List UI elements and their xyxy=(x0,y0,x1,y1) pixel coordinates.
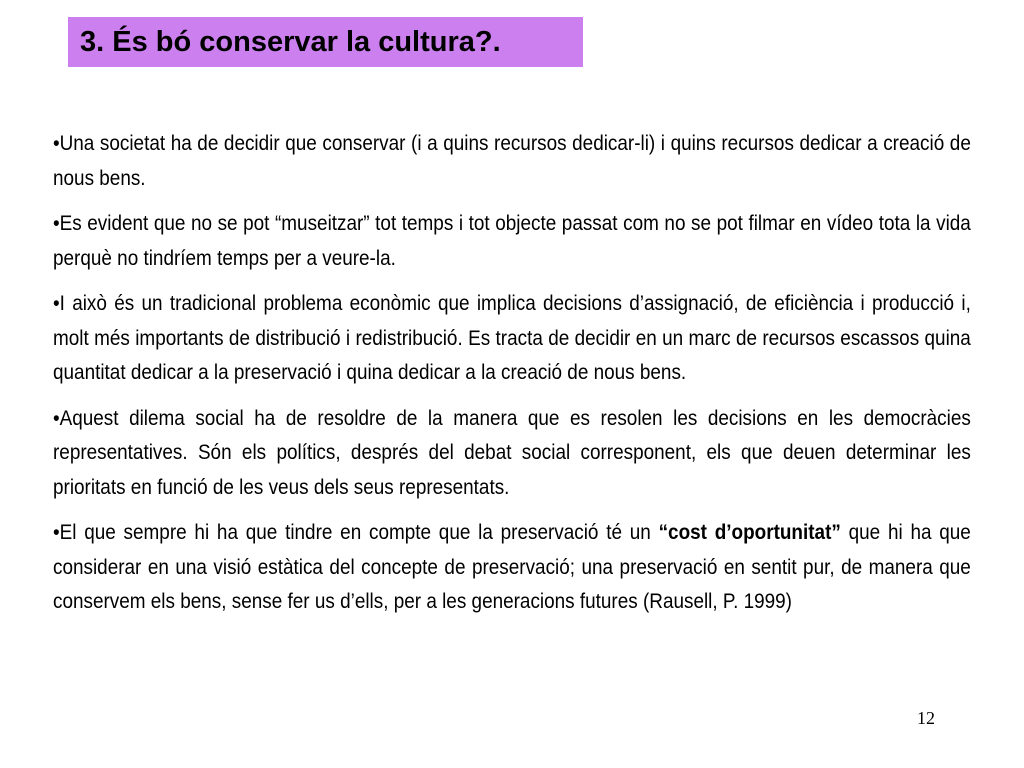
paragraph-text-after: que hi ha que considerar en una visió estàtica del concepte de preservació; una preservació en sentit pur, de manera que conservem els bens, sense fer us d’ells, per a les generacions futures (Rausell, P. 1999) xyxy=(53,520,971,613)
paragraph-text-before: •El que sempre hi ha que tindre en compte que la preservació té un xyxy=(53,520,659,544)
bullet-paragraph: •Es evident que no se pot “museitzar” tot temps i tot objecte passat com no se pot filmar en vídeo tota la vida perquè no tindríem temps per a veure-la. xyxy=(53,211,971,270)
page-number: 12 xyxy=(917,708,935,728)
slide-title-box xyxy=(68,17,583,67)
slide-title: 3. És bó conservar la cultura?. xyxy=(80,25,501,58)
bold-term: “cost d’oportunitat” xyxy=(658,520,841,544)
bullet-paragraph: •Aquest dilema social ha de resoldre de la manera que es resolen les decisions en les democràcies representatives. Són els polítics, després del debat social corresponent, els que deuen determinar les prioritats en funció de les veus dels seus representats. xyxy=(53,405,971,499)
bullet-paragraph-cost xyxy=(53,515,971,619)
slide-body xyxy=(53,126,971,630)
bullet-paragraph: •Una societat ha de decidir que conservar (i a quins recursos dedicar-li) i quins recursos dedicar a creació de nous bens. xyxy=(53,131,971,190)
bullet-paragraph: •I això és un tradicional problema econòmic que implica decisions d’assignació, de eficiència i producció i, molt més importants de distribució i redistribució. Es tracta de decidir en un marc de recursos escassos quina quantitat dedicar a la preservació i quina dedicar a la creació de nous bens. xyxy=(53,291,971,384)
